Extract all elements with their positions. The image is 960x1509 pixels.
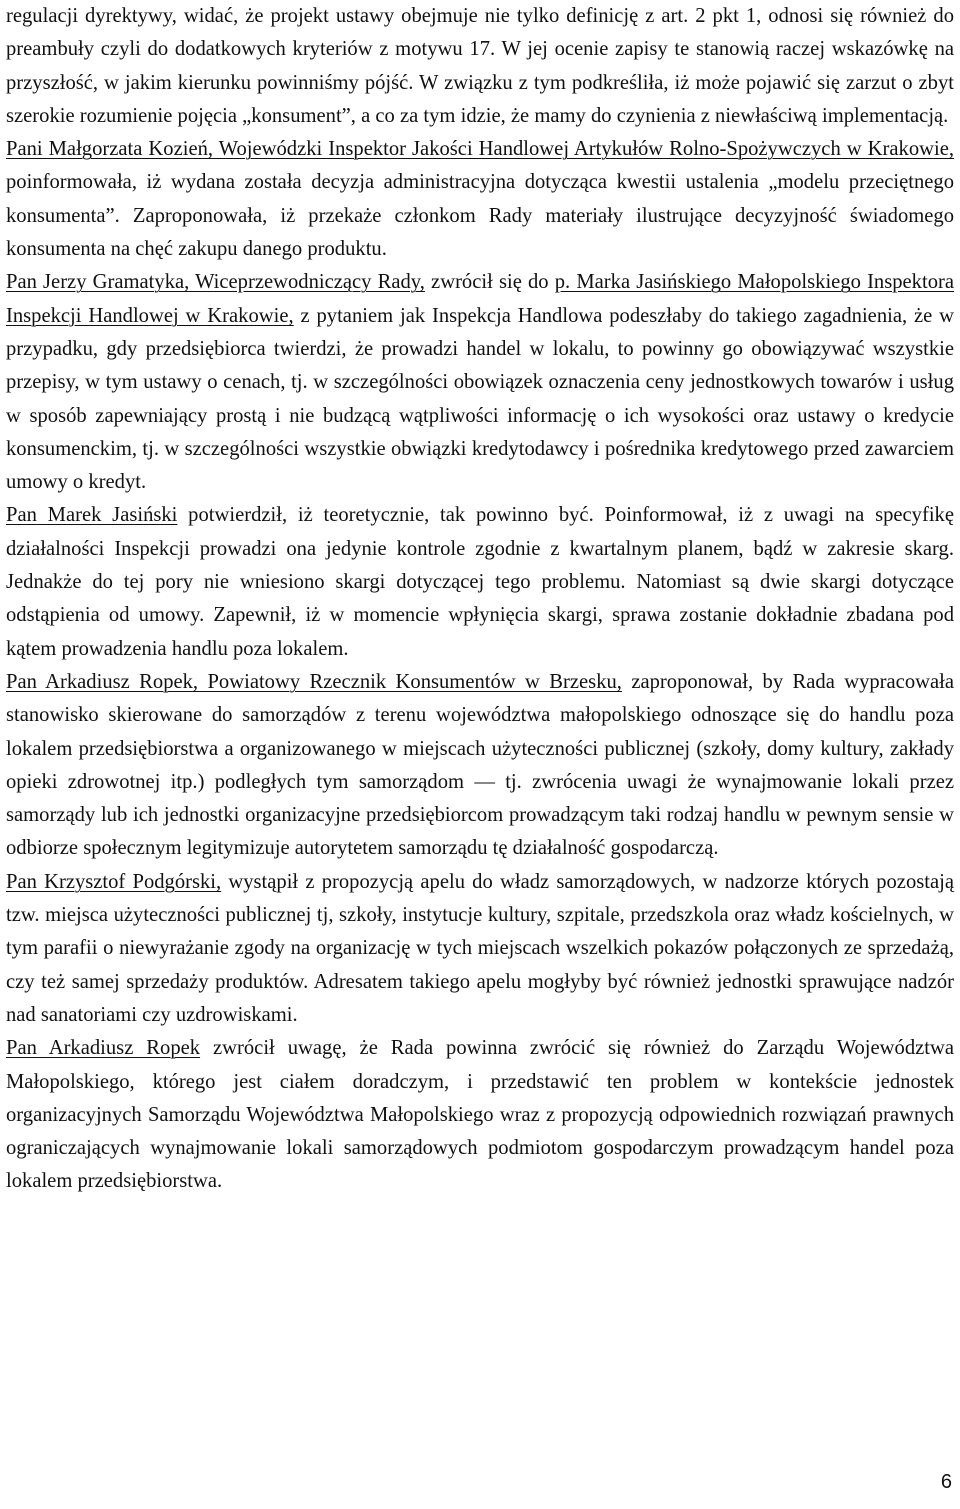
paragraph-text: regulacji dyrektywy, widać, że projekt ustawy obejmuje nie tylko definicję z art. 2 pkt 1, odnosi się również do preambuły czyli do dodatkowych kryteriów z motywu 17. W jej ocenie zapisy te stanowią raczej wskazówkę na przyszłość, w jakim kierunku powinniśmy pójść. W związku z tym podkreśliła, iż może pojawić się zarzut o zbyt szerokie rozumienie pojęcia „konsument”, a co za tym idzie, że mamy do czynienia z niewłaściwą implementacją. <box>6 5 954 127</box>
paragraph-text: zaproponował, by Rada wypracowała stanowisko skierowane do samorządów z terenu województwa małopolskiego odnoszące się do handlu poza lokalem przedsiębiorstwa a organizowanego w miejscach użyteczności publicznej (szkoły, domy kultury, zakłady opieki zdrowotnej itp.) podległych tym samorządom — tj. zwrócenia uwagi że wynajmowanie lokali przez samorządy lub ich jednostki organizacyjne przedsiębiorcom prowadzącym taki rodzaj handlu w pewnym sensie w odbiorze społecznym legitymizuje autorytetem samorządu tę działalność gospodarczą. <box>6 670 954 860</box>
speaker-name: Pan Marek Jasiński <box>6 504 178 527</box>
speaker-name: Pan Arkadiusz Ropek <box>6 1037 201 1060</box>
paragraph <box>6 1032 954 1198</box>
paragraph <box>6 666 954 866</box>
paragraph <box>6 0 954 133</box>
paragraph <box>6 866 954 1032</box>
speaker-name: Pani Małgorzata Kozień, Wojewódzki Inspektor Jakości Handlowej Artykułów Rolno-Spożywczych w Krakowie, <box>6 138 954 161</box>
paragraph-text: zwrócił uwagę, że Rada powinna zwrócić się również do Zarządu Województwa Małopolskiego, którego jest ciałem doradczym, i przedstawić ten problem w kontekście jednostek organizacyjnych Samorządu Województwa Małopolskiego wraz z propozycją odpowiednich rozwiązań prawnych ograniczających wynajmowanie lokali samorządowych podmiotom gospodarczym prowadzącym handel poza lokalem przedsiębiorstwa. <box>6 1037 954 1193</box>
paragraph-text: zwrócił się do <box>424 271 555 294</box>
paragraph <box>6 266 954 499</box>
paragraph-text: potwierdził, iż teoretycznie, tak powinno być. Poinformował, iż z uwagi na specyfikę działalności Inspekcji prowadzi ona jedynie kontrole zgodnie z kwartalnym planem, bądź w zakresie skarg. Jednakże do tej pory nie wniesiono skargi dotyczącej tego problemu. Natomiast są dwie skargi dotyczące odstąpienia od umowy. Zapewnił, iż w momencie wpłynięcia skargi, sprawa zostanie dokładnie zbadana pod kątem prowadzenia handlu poza lokalem. <box>6 504 954 660</box>
paragraph <box>6 499 954 665</box>
speaker-name: Pan Krzysztof Podgórski, <box>6 870 222 893</box>
speaker-name: Pan Arkadiusz Ropek, Powiatowy Rzecznik Konsumentów w Brzesku, <box>6 670 622 693</box>
speaker-name: Pan Jerzy Gramatyka, Wiceprzewodniczący Rady, <box>6 271 425 294</box>
page-number: 6 <box>940 1471 952 1493</box>
paragraph-text: poinformowała, iż wydana została decyzja administracyjna dotycząca kwestii ustalenia „modelu przeciętnego konsumenta”. Zaproponowała, iż przekaże członkom Rady materiały ilustrujące decyzyjność świadomego konsumenta na chęć zakupu danego produktu. <box>6 171 954 261</box>
paragraph-text: z pytaniem jak Inspekcja Handlowa podeszłaby do takiego zagadnienia, że w przypadku, gdy przedsiębiorca twierdzi, że prowadzi handel w lokalu, to powinny go obowiązywać wszystkie przepisy, w tym ustawy o cenach, tj. w szczególności obowiązek oznaczenia ceny jednostkowych towarów i usług w sposób zapewniający prostą i nie budzącą wątpliwości informację o ich wysokości oraz ustawy o kredycie konsumenckim, tj. w szczególności wszystkie obwiązki kredytodawcy i pośrednika kredytowego przed zawarciem umowy o kredyt. <box>6 304 954 494</box>
addressee-name: p. Marka Jasińskiego Małopolskiego Inspektora Inspekcji Handlowej w Krakowie, <box>6 271 954 327</box>
document-page <box>6 0 954 1199</box>
paragraph-text: wystąpił z propozycją apelu do władz samorządowych, w nadzorze których pozostają tzw. miejsca użyteczności publicznej tj, szkoły, instytucje kultury, szpitale, przedszkola oraz władz kościelnych, w tym parafii o niewyrażanie zgody na organizację w tych miejscach wszelkich pokazów połączonych ze sprzedażą, czy też samej sprzedaży produktów. Adresatem takiego apelu mogłyby być również jednostki sprawujące nadzór nad sanatoriami czy uzdrowiskami. <box>6 870 954 1026</box>
paragraph <box>6 133 954 266</box>
